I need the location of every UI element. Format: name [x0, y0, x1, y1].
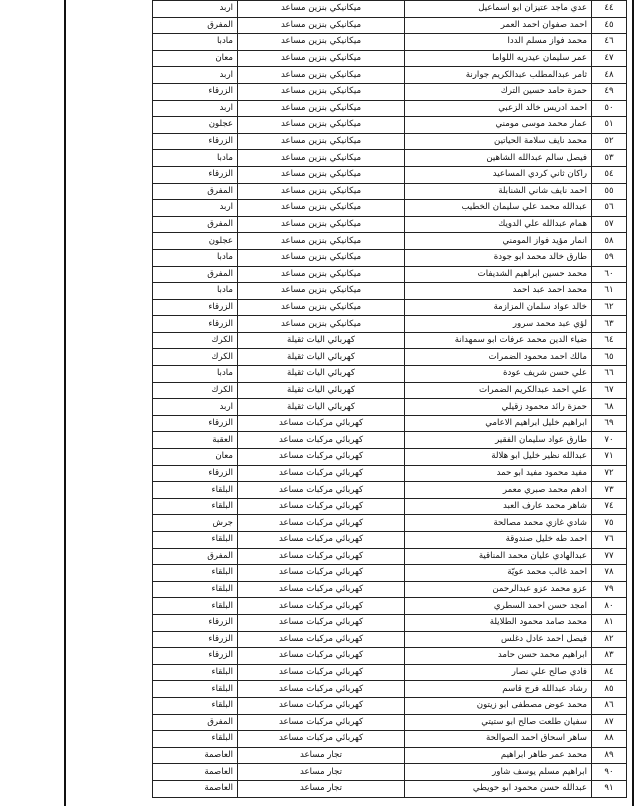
governorate: مادبا	[153, 34, 238, 51]
governorate: البلقاء	[153, 565, 238, 582]
trainee-name: عمار محمد موسى مومني	[405, 117, 592, 134]
governorate: اربد	[153, 100, 238, 117]
row-number: ٧٥	[592, 515, 627, 532]
trade-name: كهربائي مركبات مساعد	[238, 614, 405, 631]
table-row	[153, 614, 627, 631]
trade-name: ميكانيكي بنزين مساعد	[238, 50, 405, 67]
trade-name: ميكانيكي بنزين مساعد	[238, 83, 405, 100]
row-number: ٨٢	[592, 631, 627, 648]
trainee-name: احمد ادريس خالد الزعبي	[405, 100, 592, 117]
trainee-name: ضياء الدين محمد عرفات ابو سمهدانة	[405, 332, 592, 349]
table-row	[153, 266, 627, 283]
row-number: ٥١	[592, 117, 627, 134]
trade-name: ميكانيكي بنزين مساعد	[238, 183, 405, 200]
trainee-name: خالد عواد سلمان المزازمة	[405, 299, 592, 316]
trainee-name: علي احمد عبدالكريم الضمرات	[405, 382, 592, 399]
table-row	[153, 34, 627, 51]
trainee-name: ادهم محمد صبري معمر	[405, 482, 592, 499]
trainee-name: عبدالهادي عليان محمد المناقية	[405, 548, 592, 565]
row-number: ٤٩	[592, 83, 627, 100]
governorate: اربد	[153, 67, 238, 84]
trade-name: كهربائي مركبات مساعد	[238, 498, 405, 515]
trade-name: ميكانيكي بنزين مساعد	[238, 67, 405, 84]
table-row	[153, 449, 627, 466]
trainee-name: حمزة حامد حسين الترك	[405, 83, 592, 100]
table-row	[153, 166, 627, 183]
trade-name: كهربائي مركبات مساعد	[238, 548, 405, 565]
governorate: البلقاء	[153, 681, 238, 698]
trade-name: ميكانيكي بنزين مساعد	[238, 34, 405, 51]
governorate: المفرق	[153, 714, 238, 731]
trainee-name: ساهر اسحاق احمد الصوالحة	[405, 731, 592, 748]
table-row	[153, 432, 627, 449]
trainee-name: مفيد محمود مفيد ابو حمد	[405, 465, 592, 482]
trainee-name: محمد احمد عبد احمد	[405, 283, 592, 300]
governorate: الزرقاء	[153, 299, 238, 316]
trade-name: كهربائي مركبات مساعد	[238, 598, 405, 615]
trainee-name: طارق عواد سليمان الفقير	[405, 432, 592, 449]
governorate: الزرقاء	[153, 415, 238, 432]
table-row	[153, 415, 627, 432]
trade-name: ميكانيكي بنزين مساعد	[238, 117, 405, 134]
row-number: ٨٧	[592, 714, 627, 731]
trade-name: كهربائي مركبات مساعد	[238, 648, 405, 665]
governorate: العقبة	[153, 432, 238, 449]
row-number: ٥٨	[592, 233, 627, 250]
governorate: البلقاء	[153, 581, 238, 598]
row-number: ٥٠	[592, 100, 627, 117]
trainee-name: محمد فواز مسلم الددا	[405, 34, 592, 51]
trainee-name: محمد حسين ابراهيم الشديفات	[405, 266, 592, 283]
row-number: ٤٧	[592, 50, 627, 67]
governorate: الزرقاء	[153, 648, 238, 665]
trade-name: ميكانيكي بنزين مساعد	[238, 266, 405, 283]
trade-name: ميكانيكي بنزين مساعد	[238, 233, 405, 250]
trainee-name: فادي صالح علي نصار	[405, 664, 592, 681]
governorate: المفرق	[153, 216, 238, 233]
row-number: ٦٣	[592, 316, 627, 333]
trainee-name: سفيان طلعت صالح ابو ستيتي	[405, 714, 592, 731]
governorate: عجلون	[153, 233, 238, 250]
trainee-name: فيصل سالم عبدالله الشاهين	[405, 150, 592, 167]
table-row	[153, 100, 627, 117]
row-number: ٨١	[592, 614, 627, 631]
governorate: الزرقاء	[153, 133, 238, 150]
table-row	[153, 747, 627, 764]
governorate: عجلون	[153, 117, 238, 134]
trainee-name: ثامر عبدالمطلب عبدالكريم جوارنة	[405, 67, 592, 84]
trade-name: ميكانيكي بنزين مساعد	[238, 249, 405, 266]
table-row	[153, 532, 627, 549]
trainee-name: عبدالله محمد علي سليمان الخطيب	[405, 200, 592, 217]
table-row	[153, 465, 627, 482]
row-number: ٦٩	[592, 415, 627, 432]
trainee-name: شاهر محمد عارف العبد	[405, 498, 592, 515]
table-row	[153, 764, 627, 781]
trainee-name: مالك احمد محمود الضمرات	[405, 349, 592, 366]
trainee-name: عدي ماجد عتيزان ابو اسماعيل	[405, 1, 592, 18]
row-number: ٤٤	[592, 1, 627, 18]
governorate: مادبا	[153, 249, 238, 266]
governorate: البلقاء	[153, 697, 238, 714]
row-number: ٤٨	[592, 67, 627, 84]
table-row	[153, 117, 627, 134]
table-row	[153, 200, 627, 217]
trade-name: كهربائي مركبات مساعد	[238, 515, 405, 532]
trade-name: كهربائي مركبات مساعد	[238, 565, 405, 582]
trainee-name: احمد صفوان احمد العمر	[405, 17, 592, 34]
row-number: ٦٥	[592, 349, 627, 366]
trainee-name: محمد عوض مصطفى ابو زيتون	[405, 697, 592, 714]
page-border-right	[632, 0, 634, 806]
trainee-name: عمر سليمان عيدريه اللواما	[405, 50, 592, 67]
table-row	[153, 631, 627, 648]
table-row	[153, 648, 627, 665]
trainee-name: عبدالله حسن محمود ابو حويطي	[405, 780, 592, 797]
governorate: مادبا	[153, 150, 238, 167]
row-number: ٨٨	[592, 731, 627, 748]
row-number: ٥٢	[592, 133, 627, 150]
governorate: المفرق	[153, 548, 238, 565]
table-row	[153, 233, 627, 250]
table-row	[153, 780, 627, 797]
trainee-name: همام عبدالله علي الدويك	[405, 216, 592, 233]
table-row	[153, 316, 627, 333]
trainee-name: محمد صامد محمود الطلايلة	[405, 614, 592, 631]
trade-name: تجار مساعد	[238, 780, 405, 797]
trade-name: كهربائي اليات ثقيلة	[238, 349, 405, 366]
governorate: الكرك	[153, 349, 238, 366]
row-number: ٥٧	[592, 216, 627, 233]
table-row	[153, 17, 627, 34]
trainee-name: حمزة رائد محمود زقيلي	[405, 399, 592, 416]
trade-name: كهربائي مركبات مساعد	[238, 432, 405, 449]
row-number: ٧٠	[592, 432, 627, 449]
trade-name: كهربائي مركبات مساعد	[238, 482, 405, 499]
table-row	[153, 598, 627, 615]
table-row	[153, 664, 627, 681]
table-row	[153, 399, 627, 416]
governorate: العاصمة	[153, 780, 238, 797]
trainee-name: عزو محمد عزو عبدالرحمن	[405, 581, 592, 598]
trade-name: ميكانيكي بنزين مساعد	[238, 150, 405, 167]
trade-name: كهربائي مركبات مساعد	[238, 532, 405, 549]
governorate: المفرق	[153, 266, 238, 283]
trade-name: كهربائي مركبات مساعد	[238, 664, 405, 681]
trade-name: كهربائي اليات ثقيلة	[238, 399, 405, 416]
trade-name: كهربائي مركبات مساعد	[238, 631, 405, 648]
trade-name: كهربائي مركبات مساعد	[238, 415, 405, 432]
roster-body	[153, 1, 627, 798]
governorate: المفرق	[153, 183, 238, 200]
row-number: ٦٠	[592, 266, 627, 283]
trade-name: كهربائي مركبات مساعد	[238, 731, 405, 748]
trainee-name: ابراهيم محمد حسن حامد	[405, 648, 592, 665]
trainee-name: انمار مؤيد فواز المومني	[405, 233, 592, 250]
governorate: مادبا	[153, 283, 238, 300]
row-number: ٦٢	[592, 299, 627, 316]
row-number: ٦٨	[592, 399, 627, 416]
trainee-name: محمد عمر طاهر ابراهيم	[405, 747, 592, 764]
row-number: ٧٤	[592, 498, 627, 515]
row-number: ٧٦	[592, 532, 627, 549]
row-number: ٨٠	[592, 598, 627, 615]
table-row	[153, 731, 627, 748]
trade-name: ميكانيكي بنزين مساعد	[238, 283, 405, 300]
row-number: ٦٦	[592, 366, 627, 383]
row-number: ٨٦	[592, 697, 627, 714]
table-row	[153, 548, 627, 565]
trainee-name: شادي غازي محمد مصالحة	[405, 515, 592, 532]
row-number: ٨٥	[592, 681, 627, 698]
table-row	[153, 697, 627, 714]
table-row	[153, 83, 627, 100]
governorate: معان	[153, 50, 238, 67]
trainee-name: امجد حسن احمد السطري	[405, 598, 592, 615]
trade-name: ميكانيكي بنزين مساعد	[238, 133, 405, 150]
trade-name: كهربائي اليات ثقيلة	[238, 366, 405, 383]
governorate: البلقاء	[153, 731, 238, 748]
trade-name: تجار مساعد	[238, 747, 405, 764]
trade-name: ميكانيكي بنزين مساعد	[238, 166, 405, 183]
governorate: الزرقاء	[153, 316, 238, 333]
trade-name: ميكانيكي بنزين مساعد	[238, 200, 405, 217]
row-number: ٥٥	[592, 183, 627, 200]
trade-name: ميكانيكي بنزين مساعد	[238, 299, 405, 316]
trainee-roster-table	[152, 0, 627, 798]
table-row	[153, 133, 627, 150]
governorate: الكرك	[153, 332, 238, 349]
trade-name: تجار مساعد	[238, 764, 405, 781]
row-number: ٧٨	[592, 565, 627, 582]
table-row	[153, 183, 627, 200]
table-row	[153, 714, 627, 731]
row-number: ٧٢	[592, 465, 627, 482]
table-row	[153, 681, 627, 698]
row-number: ٥٤	[592, 166, 627, 183]
row-number: ٥٦	[592, 200, 627, 217]
governorate: المفرق	[153, 17, 238, 34]
trade-name: كهربائي مركبات مساعد	[238, 681, 405, 698]
table-row	[153, 216, 627, 233]
governorate: الزرقاء	[153, 83, 238, 100]
row-number: ٨٩	[592, 747, 627, 764]
trade-name: ميكانيكي بنزين مساعد	[238, 17, 405, 34]
governorate: اربد	[153, 200, 238, 217]
table-row	[153, 498, 627, 515]
table-row	[153, 482, 627, 499]
governorate: اربد	[153, 1, 238, 18]
table-row	[153, 515, 627, 532]
table-row	[153, 581, 627, 598]
trainee-name: علي حسن شريف عودة	[405, 366, 592, 383]
governorate: اربد	[153, 399, 238, 416]
row-number: ٧٩	[592, 581, 627, 598]
governorate: البلقاء	[153, 498, 238, 515]
table-row	[153, 67, 627, 84]
trade-name: كهربائي مركبات مساعد	[238, 581, 405, 598]
row-number: ٨٣	[592, 648, 627, 665]
trade-name: كهربائي مركبات مساعد	[238, 697, 405, 714]
trade-name: كهربائي مركبات مساعد	[238, 714, 405, 731]
trade-name: ميكانيكي بنزين مساعد	[238, 100, 405, 117]
row-number: ٦١	[592, 283, 627, 300]
trainee-name: محمد نايف سلامة الحياتين	[405, 133, 592, 150]
row-number: ٧١	[592, 449, 627, 466]
trainee-name: احمد غالب محمد عويّة	[405, 565, 592, 582]
governorate: العاصمة	[153, 747, 238, 764]
trainee-name: احمد طه خليل صندوقة	[405, 532, 592, 549]
governorate: معان	[153, 449, 238, 466]
table-row	[153, 299, 627, 316]
trainee-name: فيصل احمد عادل دغلس	[405, 631, 592, 648]
governorate: جرش	[153, 515, 238, 532]
table-row	[153, 1, 627, 18]
trainee-name: لؤي عبد محمد سرور	[405, 316, 592, 333]
page-border-left	[64, 0, 66, 806]
trainee-name: ابراهيم مسلم يوسف شاور	[405, 764, 592, 781]
table-row	[153, 349, 627, 366]
governorate: الزرقاء	[153, 631, 238, 648]
table-row	[153, 332, 627, 349]
row-number: ٩٠	[592, 764, 627, 781]
governorate: الزرقاء	[153, 465, 238, 482]
governorate: البلقاء	[153, 482, 238, 499]
row-number: ٦٧	[592, 382, 627, 399]
governorate: الزرقاء	[153, 614, 238, 631]
trade-name: ميكانيكي بنزين مساعد	[238, 316, 405, 333]
governorate: البلقاء	[153, 598, 238, 615]
trade-name: كهربائي مركبات مساعد	[238, 449, 405, 466]
governorate: العاصمة	[153, 764, 238, 781]
trainee-name: راكان ثاني كردي المساعيد	[405, 166, 592, 183]
governorate: مادبا	[153, 366, 238, 383]
trainee-name: رشاد عبدالله فرج قاسم	[405, 681, 592, 698]
row-number: ٥٣	[592, 150, 627, 167]
trade-name: كهربائي اليات ثقيلة	[238, 332, 405, 349]
row-number: ٤٦	[592, 34, 627, 51]
row-number: ٥٩	[592, 249, 627, 266]
trainee-name: احمد نايف شاني الشنابلة	[405, 183, 592, 200]
table-row	[153, 150, 627, 167]
row-number: ٦٤	[592, 332, 627, 349]
trade-name: كهربائي اليات ثقيلة	[238, 382, 405, 399]
trade-name: كهربائي مركبات مساعد	[238, 465, 405, 482]
trade-name: ميكانيكي بنزين مساعد	[238, 216, 405, 233]
governorate: الزرقاء	[153, 166, 238, 183]
row-number: ٧٣	[592, 482, 627, 499]
trade-name: ميكانيكي بنزين مساعد	[238, 1, 405, 18]
table-row	[153, 366, 627, 383]
governorate: البلقاء	[153, 532, 238, 549]
trainee-name: ابراهيم خليل ابراهيم الاعامي	[405, 415, 592, 432]
table-row	[153, 382, 627, 399]
table-row	[153, 565, 627, 582]
trainee-name: طارق خالد محمد ابو جودة	[405, 249, 592, 266]
governorate: الكرك	[153, 382, 238, 399]
governorate: البلقاء	[153, 664, 238, 681]
trainee-name: عبدالله نظير خليل ابو هلالة	[405, 449, 592, 466]
table-row	[153, 283, 627, 300]
table-row	[153, 249, 627, 266]
row-number: ٩١	[592, 780, 627, 797]
table-row	[153, 50, 627, 67]
row-number: ٤٥	[592, 17, 627, 34]
row-number: ٧٧	[592, 548, 627, 565]
row-number: ٨٤	[592, 664, 627, 681]
